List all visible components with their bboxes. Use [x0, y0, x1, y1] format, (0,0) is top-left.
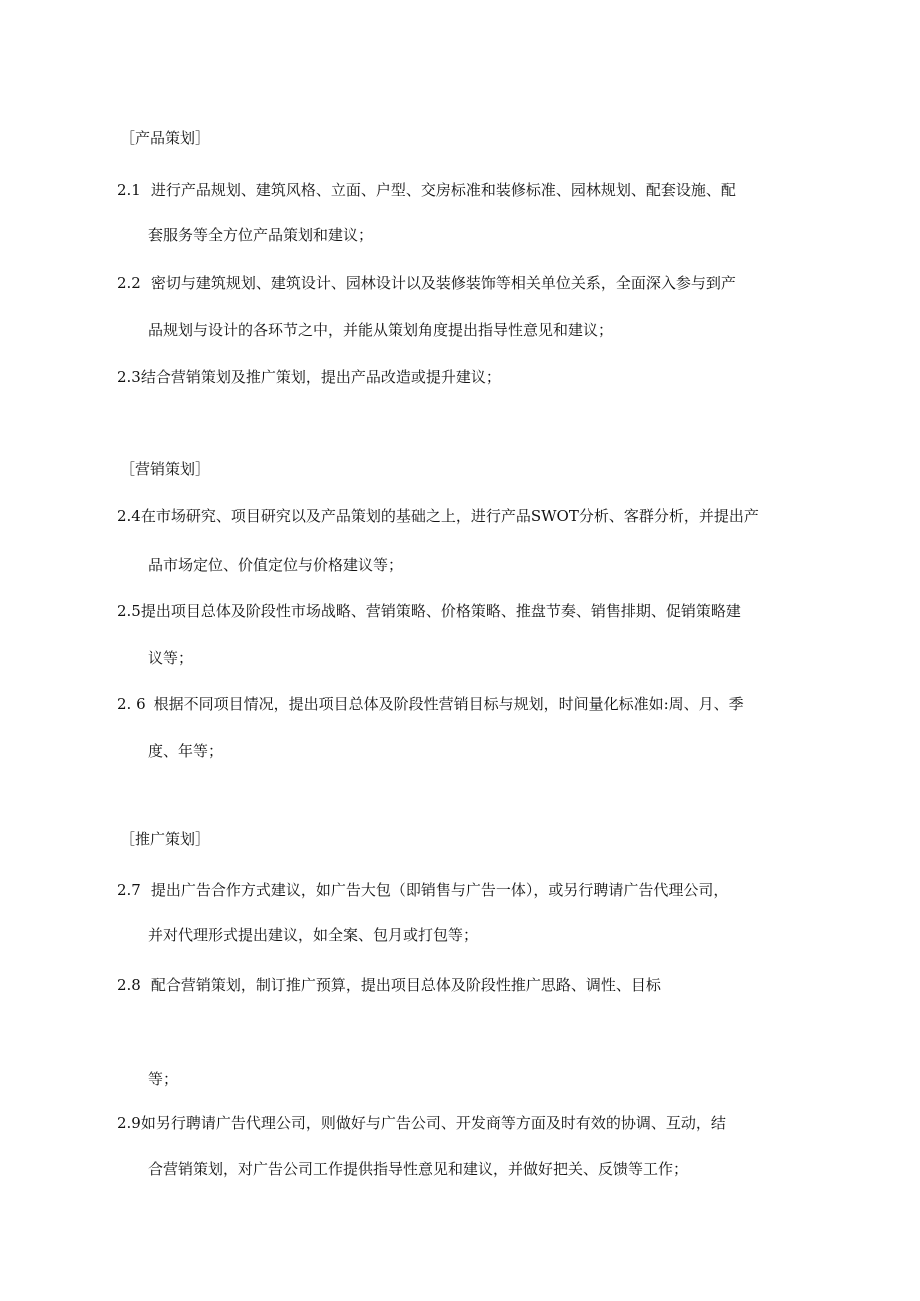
item-2-7-line-2: 并对代理形式提出建议，如全案、包月或打包等； [148, 926, 479, 944]
item-2-9-line-2: 合营销策划，对广告公司工作提供指导性意见和建议，并做好把关、反馈等工作； [148, 1160, 689, 1178]
item-number: 2.9 [117, 1114, 141, 1132]
item-number: 2.4 [117, 507, 141, 525]
item-2-5-line-1 [117, 601, 741, 621]
item-2-6-line-1 [117, 694, 744, 714]
section-heading-marketing: ［营销策划］ [120, 460, 211, 478]
item-number: 2. 6 [117, 695, 146, 713]
item-2-9-line-1 [117, 1113, 726, 1133]
item-2-6-line-2: 度、年等； [148, 742, 224, 760]
item-text: 结合营销策划及推广策划，提出产品改造或提升建议； [140, 368, 501, 386]
item-2-3-line-1 [117, 367, 501, 387]
item-text: 提出广告合作方式建议，如广告大包（即销售与广告一体），或另行聘请广告代理公司， [150, 881, 729, 899]
item-2-2-line-1 [117, 273, 736, 293]
item-text: 在市场研究、项目研究以及产品策划的基础之上，进行产品SWOT分析、客群分析，并提出产 [140, 507, 759, 525]
item-number: 2.5 [117, 602, 141, 620]
item-text: 进行产品规划、建筑风格、立面、户型、交房标准和装修标准、园林规划、配套设施、配 [150, 181, 736, 199]
item-2-7-line-1 [117, 880, 728, 900]
item-2-5-line-2: 议等； [148, 649, 194, 667]
item-text: 配合营销策划，制订推广预算，提出项目总体及阶段性推广思路、调性、目标 [150, 976, 661, 994]
item-number: 2.7 [117, 881, 141, 899]
item-number: 2.1 [117, 181, 141, 199]
section-heading-promotion: ［推广策划］ [120, 830, 211, 848]
item-number: 2.8 [117, 976, 141, 994]
item-2-1-line-1 [117, 180, 736, 200]
item-text: 根据不同项目情况，提出项目总体及阶段性营销目标与规划，时间量化标准如:周、月、季 [153, 695, 744, 713]
item-2-8-line-1 [117, 975, 661, 995]
item-number: 2.3 [117, 368, 141, 386]
item-2-2-line-2: 品规划与设计的各环节之中，并能从策划角度提出指导性意见和建议； [148, 321, 614, 339]
item-text: 提出项目总体及阶段性市场战略、营销策略、价格策略、推盘节奏、销售排期、促销策略建 [140, 602, 741, 620]
item-2-8-line-2: 等； [148, 1070, 179, 1088]
item-text: 密切与建筑规划、建筑设计、园林设计以及装修装饰等相关单位关系，全面深入参与到产 [150, 274, 736, 292]
item-2-4-line-1 [117, 506, 759, 526]
item-text: 如另行聘请广告代理公司，则做好与广告公司、开发商等方面及时有效的协调、互动，结 [140, 1114, 726, 1132]
item-2-4-line-2: 品市场定位、价值定位与价格建议等； [148, 556, 404, 574]
item-number: 2.2 [117, 274, 141, 292]
section-heading-product: ［产品策划］ [120, 129, 211, 147]
item-2-1-line-2: 套服务等全方位产品策划和建议； [148, 226, 374, 244]
